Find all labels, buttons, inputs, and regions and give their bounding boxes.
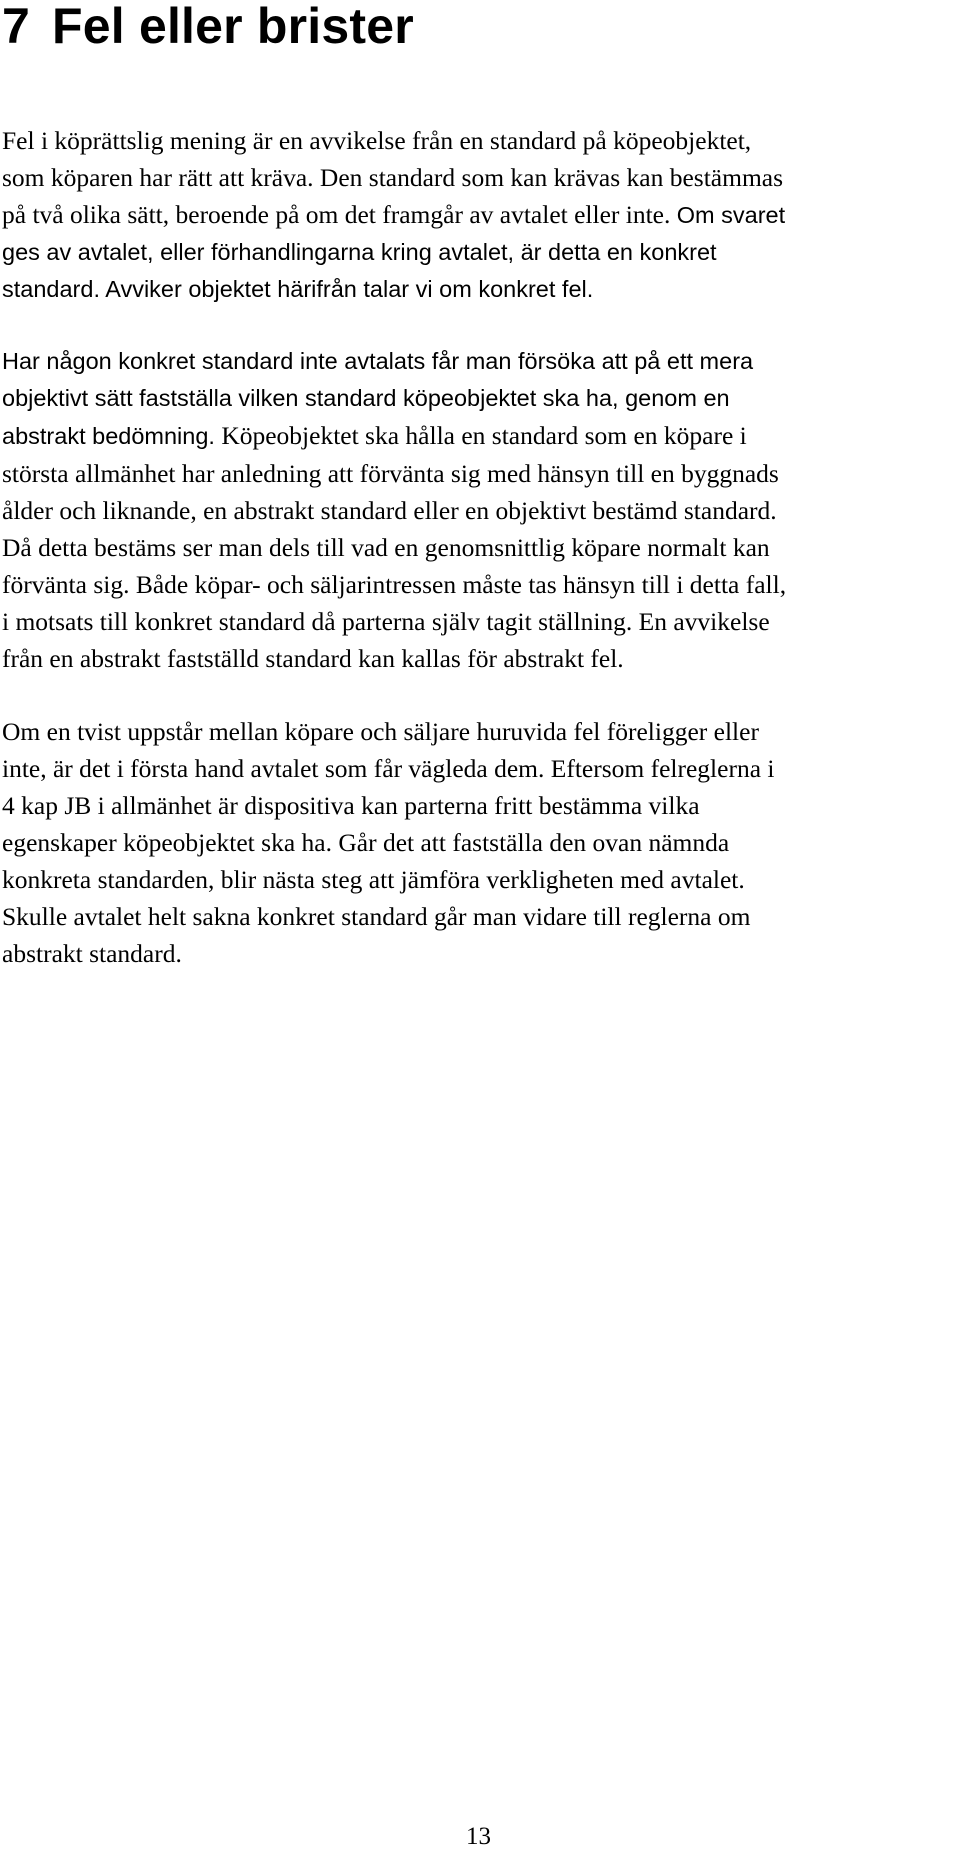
- section-title: Fel eller brister: [52, 0, 414, 54]
- text-run: En avvikelse: [638, 607, 770, 636]
- text-run: kan: [732, 533, 770, 562]
- paragraph-line: som köparen har rätt att kräva. Den standard som kan krävas kan bestämmas: [2, 163, 784, 192]
- paragraph-line: [2, 566, 958, 603]
- paragraph-line: [2, 603, 958, 640]
- paragraph-line: Har någon konkret standard inte avtalats får man försöka att på ett mera: [2, 348, 754, 374]
- section-heading: [2, 0, 414, 56]
- text-run: i motsats till konkret standard då parterna själv tagit ställning.: [2, 607, 633, 636]
- paragraph-line: 4 kap JB i allmänhet är dispositiva kan parterna fritt bestämma vilka: [2, 791, 700, 820]
- paragraph-3: [2, 713, 958, 972]
- paragraph-line: Fel i köprättslig mening är en avvikelse från en standard på köpeobjektet,: [2, 126, 752, 155]
- text-run: inte, är det i första hand avtalet som får vägleda dem.: [2, 754, 545, 783]
- paragraph-line: största allmänhet har anledning att förvänta sig med hänsyn till en byggnads: [2, 459, 779, 488]
- paragraph-line: Om en tvist uppstår mellan köpare och säljare huruvida fel föreligger eller: [2, 717, 759, 746]
- paragraph-line: standard. Avviker objektet härifrån talar vi om konkret fel.: [2, 276, 594, 302]
- paragraph-line: ges av avtalet, eller förhandlingarna kring avtalet, är detta en konkret: [2, 239, 717, 265]
- text-run: Då detta bestäms ser man dels till vad en genomsnittlig köpare: [2, 533, 641, 562]
- text-run: på två olika sätt, beroende på om det framgår av avtalet eller inte.: [2, 200, 671, 229]
- paragraph-line: [2, 196, 958, 234]
- text-run: Köpeobjektet ska hålla en standard som en köpare i: [221, 421, 747, 450]
- paragraph-line: objektivt sätt fastställa vilken standard köpeobjektet ska ha, genom en: [2, 385, 730, 411]
- text-run: Både köpar- och säljarintressen måste tas hänsyn till i detta fall,: [135, 570, 787, 599]
- paragraph-line: abstrakt standard.: [2, 939, 182, 968]
- text-run: egenskaper köpeobjektet ska ha.: [2, 828, 332, 857]
- text-run: Eftersom felreglerna i: [550, 754, 775, 783]
- paragraph-1: [2, 122, 958, 308]
- paragraph-line: konkreta standarden, blir nästa steg att jämföra verkligheten med avtalet.: [2, 865, 745, 894]
- page-number: 13: [466, 1823, 491, 1850]
- paragraph-line: [2, 750, 958, 787]
- text-run: förvänta sig.: [2, 570, 130, 599]
- section-number: 7: [2, 0, 31, 54]
- text-run: Om svaret: [676, 202, 786, 228]
- emphasized-text: normalt: [647, 533, 727, 562]
- paragraph-line: Skulle avtalet helt sakna konkret standard går man vidare till reglerna om: [2, 902, 751, 931]
- text-run: abstrakt bedömning.: [2, 423, 215, 449]
- paragraph-line: [2, 824, 958, 861]
- paragraph-line: [2, 529, 958, 566]
- paragraph-line: [2, 417, 958, 455]
- paragraph-2: [2, 343, 958, 677]
- paragraph-line: från en abstrakt fastställd standard kan kallas för abstrakt fel.: [2, 644, 624, 673]
- text-run: Går det att fastställa den ovan nämnda: [338, 828, 730, 857]
- paragraph-line: ålder och liknande, en abstrakt standard eller en objektivt bestämd standard.: [2, 496, 777, 525]
